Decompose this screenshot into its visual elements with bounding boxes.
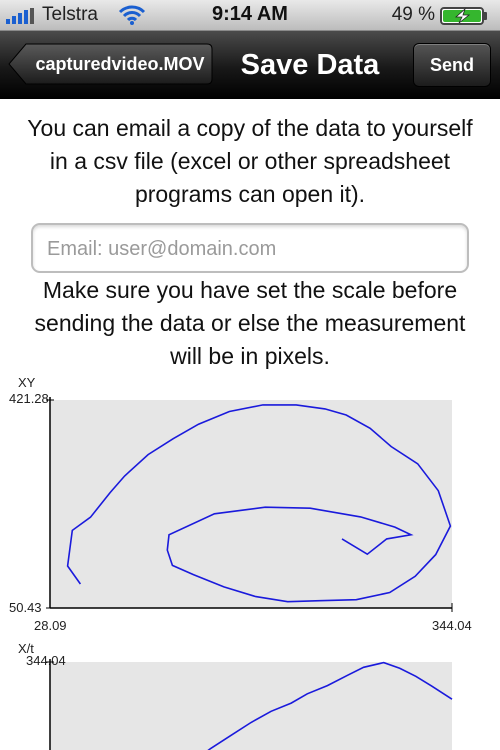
email-field-container[interactable] — [31, 223, 469, 273]
xy-plot-background — [50, 400, 452, 608]
navigation-bar — [0, 31, 500, 99]
status-bar — [0, 0, 500, 31]
xy-y-tick-max: 421.28 — [9, 391, 49, 406]
xy-x-tick-min: 28.09 — [34, 618, 67, 633]
xt-chart-title: X/t — [18, 641, 34, 656]
back-button[interactable] — [8, 43, 213, 85]
xy-x-tick-max: 344.04 — [432, 618, 472, 633]
carrier-name: Telstra — [42, 4, 98, 25]
xt-y-tick-max: 344.04 — [26, 653, 66, 668]
page-title: Save Data — [240, 49, 380, 81]
battery-percentage: 49 % — [391, 4, 435, 25]
charts-area — [0, 370, 500, 750]
xy-y-tick-min: 50.43 — [9, 600, 42, 615]
xy-chart — [9, 375, 472, 633]
xy-chart-title: XY — [18, 375, 36, 390]
send-button[interactable]: Send — [413, 43, 491, 87]
email-field[interactable] — [45, 225, 459, 273]
battery-charging-icon — [440, 7, 488, 25]
status-time: 9:14 AM — [212, 3, 288, 25]
scale-warning-text: Make sure you have set the scale before sending the data or else the measurement will be in pixels. — [34, 277, 466, 369]
back-button-label: capturedvideo.MOV — [35, 54, 205, 74]
xt-chart — [18, 641, 452, 750]
xt-plot-background — [50, 662, 452, 750]
email-info-text: You can email a copy of the data to yourself in a csv file (excel or other spreadsheet programs can open it). — [27, 115, 473, 207]
